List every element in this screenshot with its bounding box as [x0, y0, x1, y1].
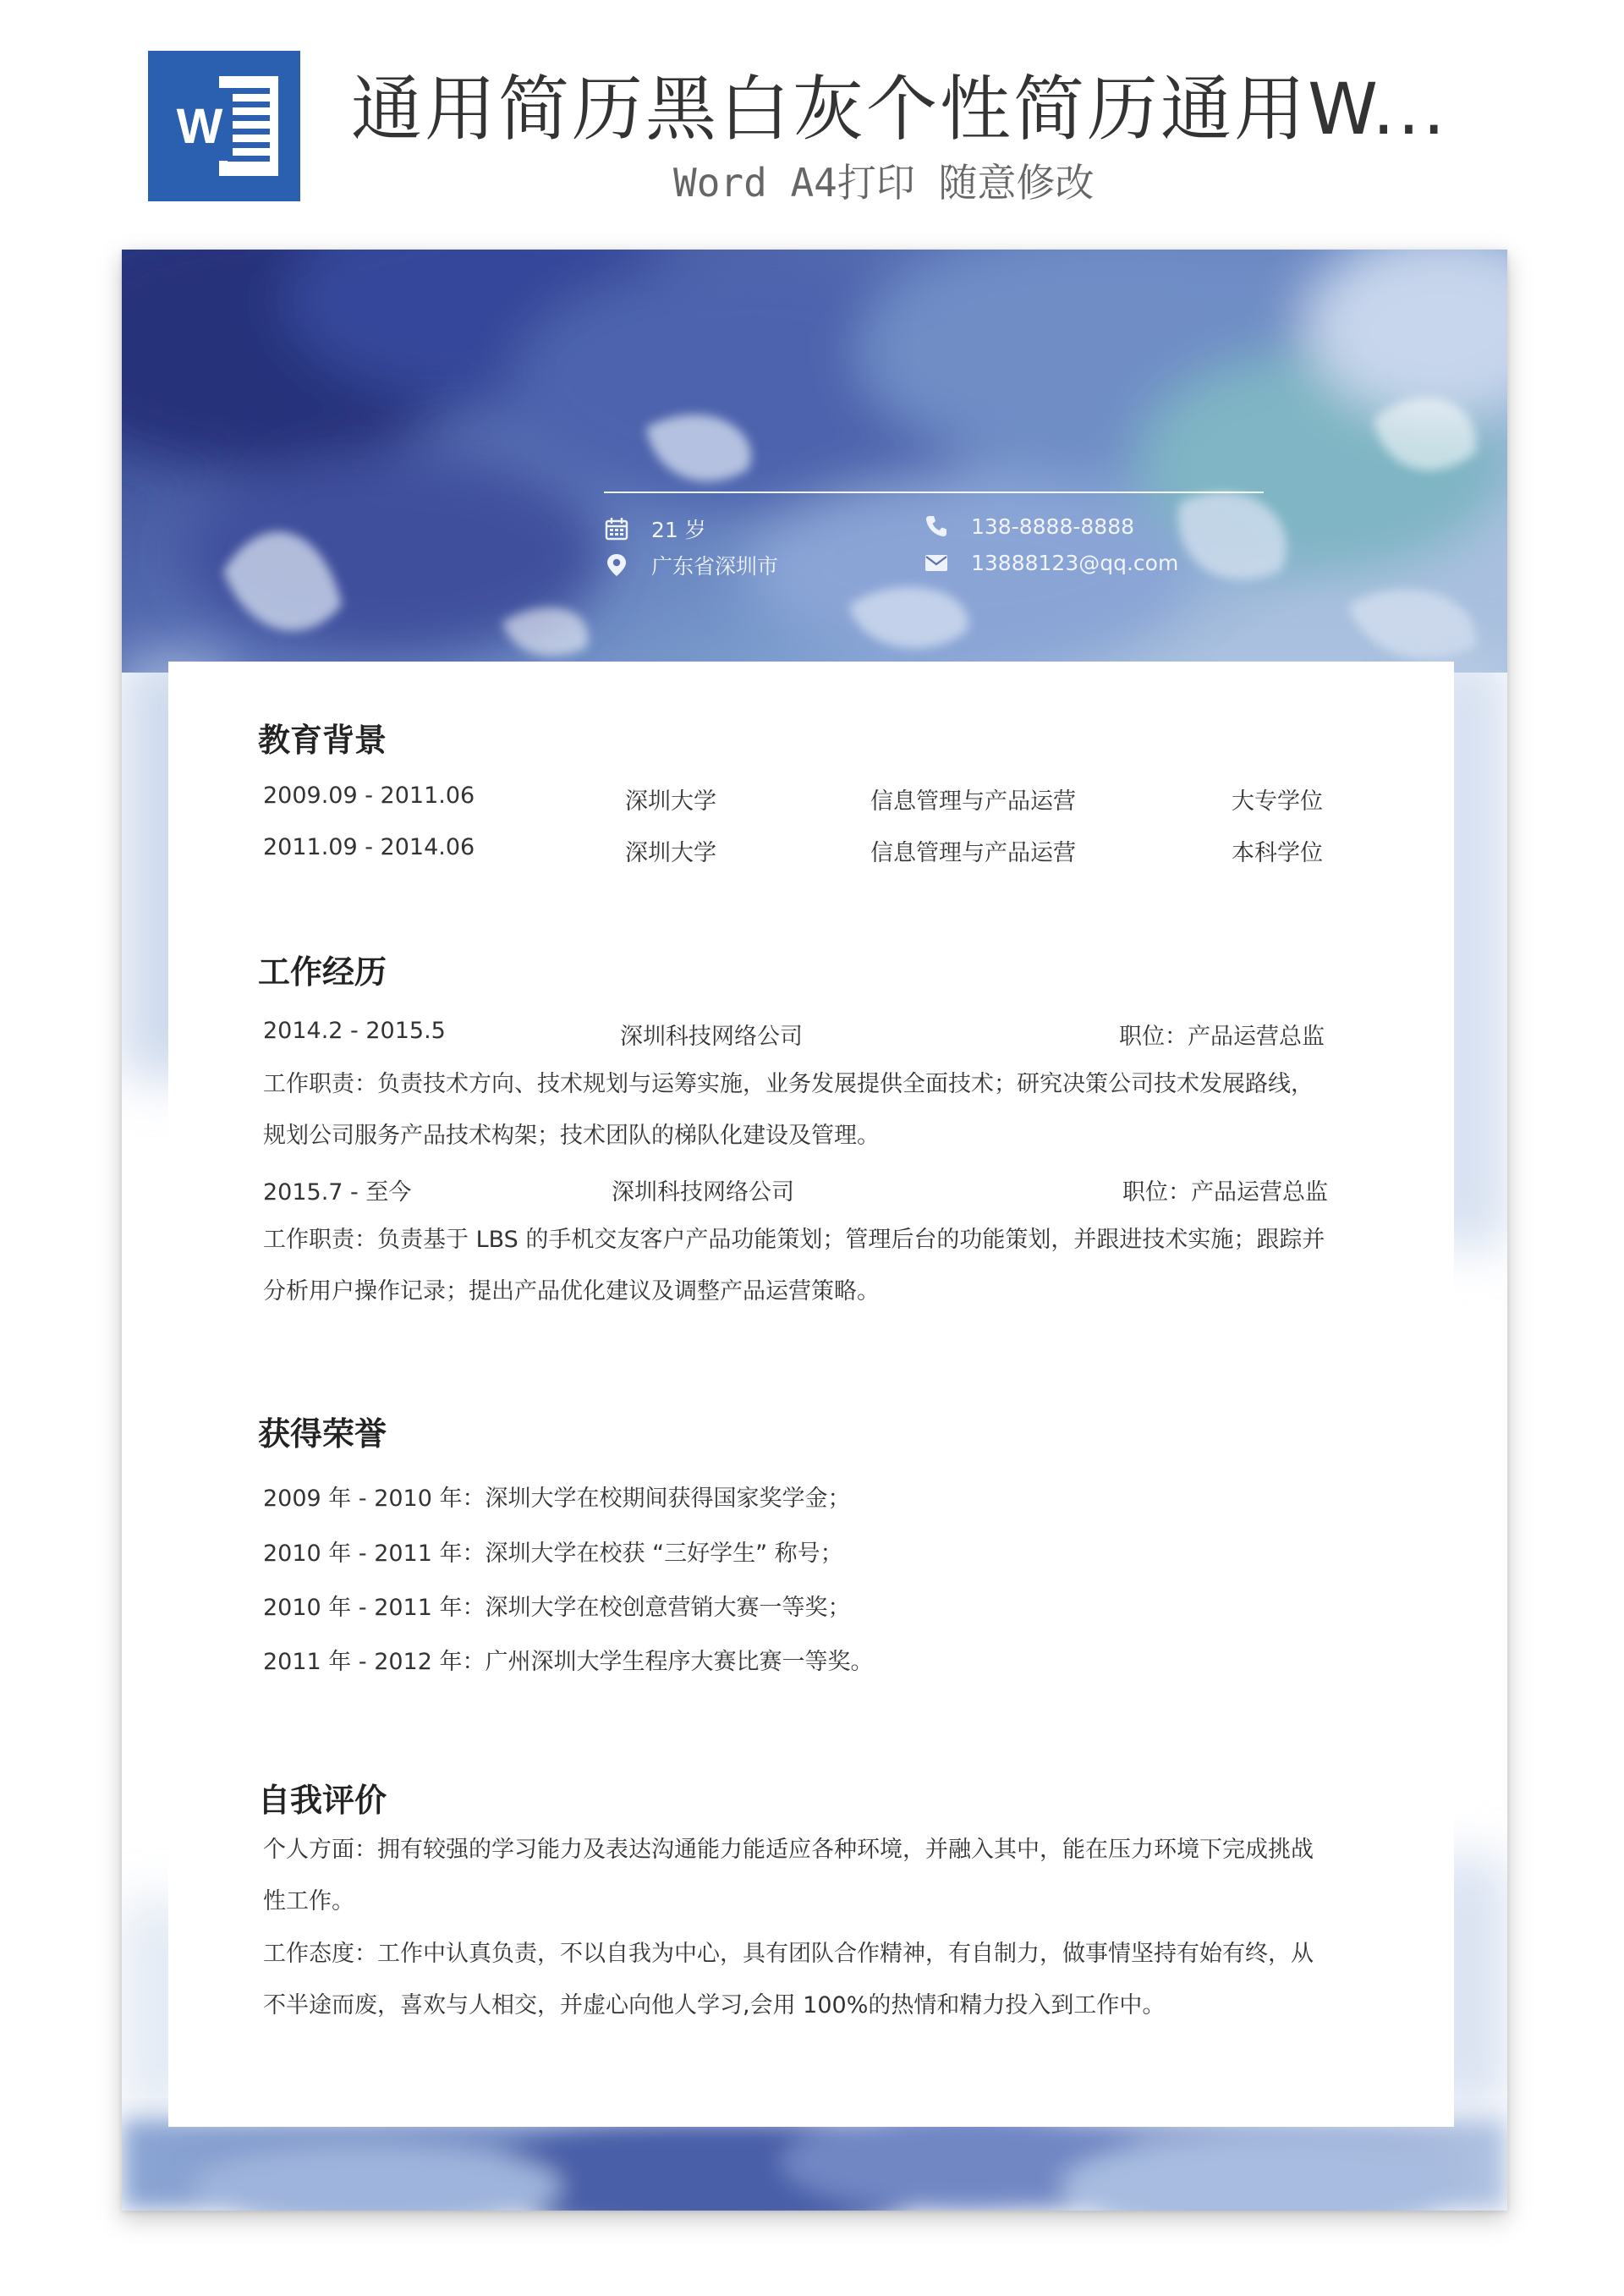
phone-text: 138-8888-8888 [971, 514, 1135, 539]
job-2-company: 深圳科技网络公司 [612, 1179, 794, 1206]
phone-icon [924, 514, 949, 539]
word-doc-icon [148, 51, 300, 201]
edu-row-1-school: 深圳大学 [625, 788, 716, 815]
resume-page [122, 250, 1507, 2211]
top-header [0, 0, 1624, 220]
job-1-period: 2014.2 - 2015.5 [263, 1018, 446, 1044]
edu-row-1-period: 2009.09 - 2011.06 [263, 783, 475, 809]
location-text: 广东省深圳市 [651, 554, 779, 579]
phone-info [924, 514, 1134, 539]
document-subtitle: Word A4打印 随意修改 [673, 160, 1095, 206]
job-2-position: 职位：产品运营总监 [1122, 1179, 1328, 1206]
location-pin-icon [604, 552, 629, 578]
self-eval-personal: 个人方面：拥有较强的学习能力及表达沟通能力能适应各种环境，并融入其中，能在压力环境下完成挑战性工作。 [263, 1837, 1314, 1914]
email-text: 13888123@qq.com [971, 550, 1179, 575]
honor-item-2: 2010 年 - 2011 年：深圳大学在校获 “三好学生” 称号； [263, 1541, 843, 1567]
honor-item-1: 2009 年 - 2010 年：深圳大学在校期间获得国家奖学金； [263, 1486, 851, 1512]
edu-row-1-major: 信息管理与产品运营 [870, 788, 1076, 815]
edu-row-1-degree: 大专学位 [1232, 788, 1323, 815]
honor-item-4: 2011 年 - 2012 年：广州深圳大学生程序大赛比赛一等奖。 [263, 1649, 874, 1675]
self-eval-section-title: 自我评价 [258, 1782, 387, 1819]
honors-section-title: 获得荣誉 [258, 1415, 387, 1453]
education-section-title: 教育背景 [258, 722, 387, 759]
job-1-position: 职位：产品运营总监 [1119, 1024, 1325, 1050]
work-section-title: 工作经历 [258, 953, 387, 991]
job-2-period: 2015.7 - 至今 [263, 1179, 412, 1206]
document-title: 通用简历黑白灰个性简历通用W... [351, 68, 1448, 151]
edu-row-2-school: 深圳大学 [625, 840, 716, 866]
mail-icon [924, 550, 949, 575]
job-1-company: 深圳科技网络公司 [620, 1024, 803, 1050]
age-info [604, 514, 706, 544]
content-card [168, 662, 1454, 2127]
edu-row-2-major: 信息管理与产品运营 [870, 840, 1076, 866]
job-1-duty: 工作职责：负责技术方向、技术规划与运筹实施，业务发展提供全面技术；研究决策公司技术发展路线，规划公司服务产品技术构架；技术团队的梯队化建设及管理。 [263, 1071, 1314, 1149]
edu-row-2-period: 2011.09 - 2014.06 [263, 834, 475, 860]
self-eval-attitude: 工作态度：工作中认真负责，不以自我为中心，具有团队合作精神，有自制力，做事情坚持有始有终，从不半途而废，喜欢与人相交，并虚心向他人学习,会用 100%的热情和精力投入到工作中。 [263, 1941, 1314, 2019]
age-text: 21 岁 [651, 518, 706, 542]
email-info [924, 550, 1178, 575]
honor-item-3: 2010 年 - 2011 年：深圳大学在校创意营销大赛一等奖； [263, 1595, 851, 1621]
job-2-duty: 工作职责：负责基于 LBS 的手机交友客户产品功能策划；管理后台的功能策划，并跟进技术实施；跟踪并分析用户操作记录；提出产品优化建议及调整产品运营策略。 [263, 1227, 1325, 1305]
word-icon-letter: W [176, 99, 223, 154]
calendar-icon [604, 516, 629, 541]
contact-divider [604, 492, 1264, 493]
location-info [604, 550, 778, 580]
edu-row-2-degree: 本科学位 [1232, 840, 1323, 866]
